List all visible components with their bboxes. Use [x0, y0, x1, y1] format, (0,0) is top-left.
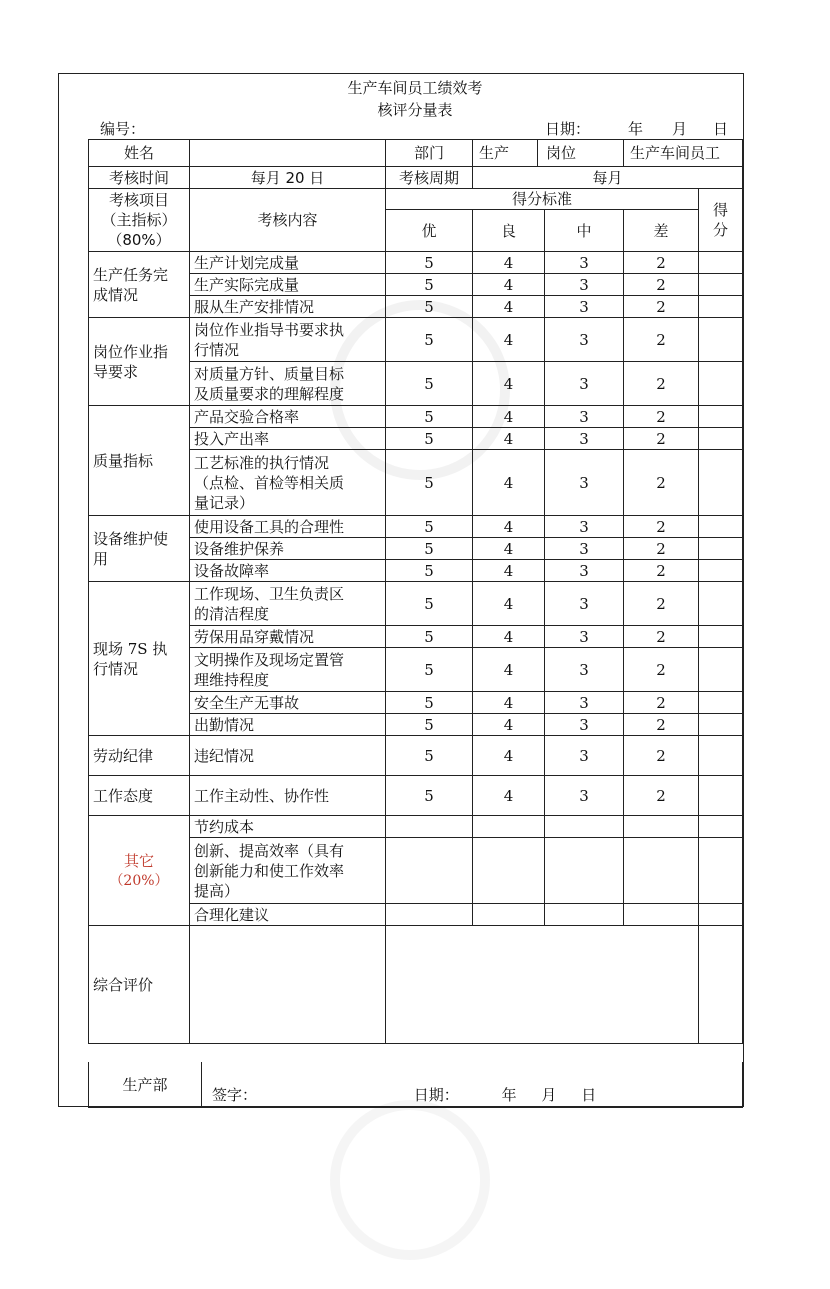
score-standard: 5: [386, 296, 473, 318]
other-item: [89, 816, 190, 926]
score-standard: 4: [473, 736, 545, 776]
item-content: 使用设备工具的合理性: [190, 516, 386, 538]
score-standard: 2: [624, 776, 699, 816]
score-standard: 5: [386, 450, 473, 516]
score-standard: 3: [545, 626, 624, 648]
score-standard: 5: [386, 626, 473, 648]
score-standard: 5: [386, 776, 473, 816]
col-content-header: 考核内容: [190, 189, 386, 252]
score-standard: 2: [624, 450, 699, 516]
footer-day: 日: [581, 1085, 597, 1104]
item-content: 创新、提高效率（具有 创新能力和使工作效率 提高）: [190, 838, 386, 904]
other-name: 其它: [123, 851, 154, 870]
item-name: 质量指标: [89, 406, 190, 516]
score-standard: [386, 816, 473, 838]
score-standard: 2: [624, 252, 699, 274]
score-field[interactable]: [699, 582, 743, 626]
footer-date-label: 日期：: [413, 1085, 459, 1104]
score-standard: 3: [545, 582, 624, 626]
score-standard: 3: [545, 538, 624, 560]
score-field[interactable]: [699, 274, 743, 296]
score-standard: 3: [545, 560, 624, 582]
score-standard: 2: [624, 626, 699, 648]
score-standard: 3: [545, 428, 624, 450]
score-standard: 2: [624, 428, 699, 450]
footer-month: 月: [541, 1085, 557, 1104]
score-field[interactable]: [699, 318, 743, 362]
item-content: 服从生产安排情况: [190, 296, 386, 318]
name-label: 姓名: [89, 140, 190, 167]
date-year: 年: [628, 120, 644, 138]
time-value: 每月 20 日: [190, 167, 386, 189]
item-name: 岗位作业指 导要求: [89, 318, 190, 406]
score-standard: 5: [386, 252, 473, 274]
footer-dept: 生产部: [89, 1062, 202, 1107]
score-standard: 2: [624, 714, 699, 736]
item-name: 设备维护使 用: [89, 516, 190, 582]
score-field[interactable]: [699, 362, 743, 406]
score-standard: 2: [624, 362, 699, 406]
score-standard: 5: [386, 560, 473, 582]
score-field[interactable]: [699, 692, 743, 714]
score-field[interactable]: [699, 406, 743, 428]
score-field[interactable]: [699, 714, 743, 736]
score-standard: 5: [386, 714, 473, 736]
score-standard: 5: [386, 274, 473, 296]
signature-cell: [202, 1062, 743, 1107]
cycle-label: 考核周期: [386, 167, 473, 189]
score-standard: [386, 838, 473, 904]
score-standard: 4: [473, 406, 545, 428]
dept-post-cell: [473, 140, 624, 167]
score-field[interactable]: [699, 252, 743, 274]
score-standard: 4: [473, 560, 545, 582]
summary-label: 综合评价: [89, 926, 190, 1044]
number-label: 编号：: [100, 120, 146, 138]
score-standard: 3: [545, 692, 624, 714]
score-standard: 5: [386, 692, 473, 714]
score-standard: 4: [473, 296, 545, 318]
cycle-value: 每月: [473, 167, 743, 189]
score-standard: 2: [624, 692, 699, 714]
item-name: 劳动纪律: [89, 736, 190, 776]
score-standard: 2: [624, 318, 699, 362]
item-content: 设备维护保养: [190, 538, 386, 560]
score-standard: [473, 838, 545, 904]
score-standard: 4: [473, 318, 545, 362]
item-content: 投入产出率: [190, 428, 386, 450]
score-standard: 5: [386, 406, 473, 428]
score-standard: 2: [624, 516, 699, 538]
item-name: 生产任务完 成情况: [89, 252, 190, 318]
dept-value: 生产: [473, 140, 538, 166]
col-score-header: 得 分: [699, 189, 743, 252]
score-standard: 4: [473, 428, 545, 450]
time-label: 考核时间: [89, 167, 190, 189]
score-standard: 3: [545, 776, 624, 816]
score-field[interactable]: [699, 560, 743, 582]
score-standard: 3: [545, 736, 624, 776]
score-standard: 4: [473, 648, 545, 692]
date-label: 日期：: [545, 120, 591, 138]
score-standard: 5: [386, 736, 473, 776]
item-content: 合理化建议: [190, 904, 386, 926]
item-content: 安全生产无事故: [190, 692, 386, 714]
score-field[interactable]: [699, 838, 743, 904]
score-standard: 3: [545, 714, 624, 736]
item-name: 现场 7S 执 行情况: [89, 582, 190, 736]
score-standard: 5: [386, 362, 473, 406]
score-standard: 5: [386, 538, 473, 560]
score-standard: 4: [473, 362, 545, 406]
item-content: 工作主动性、协作性: [190, 776, 386, 816]
score-field[interactable]: [699, 450, 743, 516]
score-standard: [386, 904, 473, 926]
score-field[interactable]: [699, 736, 743, 776]
score-standard: 4: [473, 626, 545, 648]
score-standard: 3: [545, 406, 624, 428]
item-content: 劳保用品穿戴情况: [190, 626, 386, 648]
score-standard: 2: [624, 538, 699, 560]
score-standard: 5: [386, 516, 473, 538]
score-standard: 2: [624, 406, 699, 428]
title-line-2: 核评分量表: [377, 101, 453, 119]
dept-label: 部门: [386, 140, 473, 167]
score-field[interactable]: [699, 538, 743, 560]
score-field[interactable]: [699, 626, 743, 648]
score-standard: [473, 816, 545, 838]
score-standard: 4: [473, 538, 545, 560]
summary-field-2[interactable]: [386, 926, 699, 1044]
item-content: 违纪情况: [190, 736, 386, 776]
grade-header: 优: [386, 210, 473, 252]
col-item-header: 考核项目 （主指标） （80%）: [89, 189, 190, 252]
summary-score[interactable]: [699, 926, 743, 1044]
score-standard: 4: [473, 714, 545, 736]
score-standard: 3: [545, 362, 624, 406]
name-field[interactable]: [190, 140, 386, 167]
score-standard: [624, 816, 699, 838]
score-standard: 3: [545, 318, 624, 362]
score-standard: 5: [386, 428, 473, 450]
sign-label: 签字：: [212, 1085, 258, 1104]
score-standard: 4: [473, 450, 545, 516]
grade-header: 中: [545, 210, 624, 252]
score-standard: 4: [473, 516, 545, 538]
item-content: 文明操作及现场定置管 理维持程度: [190, 648, 386, 692]
item-content: 工作现场、卫生负责区 的清洁程度: [190, 582, 386, 626]
score-field[interactable]: [699, 776, 743, 816]
score-standard: 5: [386, 318, 473, 362]
score-field[interactable]: [699, 816, 743, 838]
footer-year: 年: [501, 1085, 517, 1104]
score-standard: 3: [545, 252, 624, 274]
score-standard: [624, 904, 699, 926]
score-standard: 4: [473, 582, 545, 626]
score-standard: 3: [545, 296, 624, 318]
score-field[interactable]: [699, 904, 743, 926]
score-field[interactable]: [699, 516, 743, 538]
score-standard: 3: [545, 516, 624, 538]
score-field[interactable]: [699, 648, 743, 692]
item-content: 节约成本: [190, 816, 386, 838]
score-standard: 4: [473, 252, 545, 274]
date-day: 日: [713, 120, 729, 138]
item-content: 生产计划完成量: [190, 252, 386, 274]
item-content: 对质量方针、质量目标 及质量要求的理解程度: [190, 362, 386, 406]
score-standard: [473, 904, 545, 926]
other-pct: （20%）: [109, 872, 169, 889]
item-content: 产品交验合格率: [190, 406, 386, 428]
signature-table: [88, 1062, 743, 1108]
title-line-1: 生产车间员工绩效考: [347, 79, 483, 97]
score-standard: 4: [473, 776, 545, 816]
grade-header: 差: [624, 210, 699, 252]
post-value: 生产车间员工: [624, 140, 743, 167]
item-content: 生产实际完成量: [190, 274, 386, 296]
item-content: 工艺标准的执行情况 （点检、首检等相关质 量记录）: [190, 450, 386, 516]
post-label: 岗位: [546, 144, 577, 162]
score-field[interactable]: [699, 296, 743, 318]
evaluation-table: [88, 139, 743, 1044]
score-field[interactable]: [699, 428, 743, 450]
score-standard: 2: [624, 582, 699, 626]
grade-header: 良: [473, 210, 545, 252]
score-standard: 4: [473, 692, 545, 714]
score-standard: [624, 838, 699, 904]
score-standard: 3: [545, 274, 624, 296]
score-standard: 3: [545, 648, 624, 692]
score-standard: [545, 838, 624, 904]
score-standard: 2: [624, 736, 699, 776]
score-standard: 3: [545, 450, 624, 516]
item-name: 工作态度: [89, 776, 190, 816]
item-content: 岗位作业指导书要求执 行情况: [190, 318, 386, 362]
score-standard: 4: [473, 274, 545, 296]
score-standard: [545, 904, 624, 926]
score-standard: 5: [386, 648, 473, 692]
item-content: 出勤情况: [190, 714, 386, 736]
date-month: 月: [672, 120, 688, 138]
item-content: 设备故障率: [190, 560, 386, 582]
score-standard: 2: [624, 560, 699, 582]
score-standard: 5: [386, 582, 473, 626]
summary-field-1[interactable]: [190, 926, 386, 1044]
score-standard: 2: [624, 296, 699, 318]
score-standard: [545, 816, 624, 838]
score-standard: 2: [624, 648, 699, 692]
col-standard-header: 得分标准: [386, 189, 699, 210]
score-standard: 2: [624, 274, 699, 296]
